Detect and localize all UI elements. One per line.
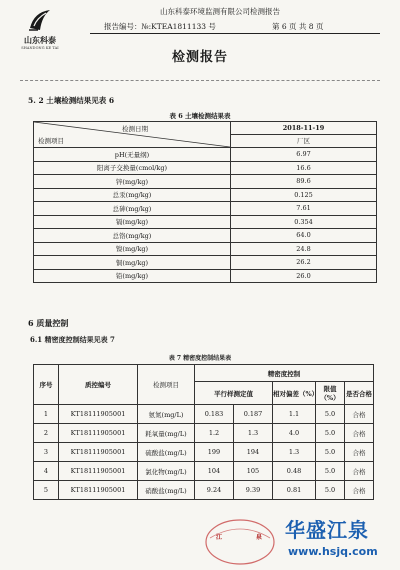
- value-cell: 26.0: [231, 269, 377, 283]
- item-header-label: 检测项目: [38, 137, 64, 145]
- item-cell: 锌(mg/kg): [34, 175, 231, 189]
- deviation-cell: 0.48: [273, 462, 316, 481]
- deviation-cell: 1.1: [273, 405, 316, 424]
- item-cell: 铜(mg/kg): [34, 256, 231, 270]
- table-row: [34, 175, 377, 189]
- value-cell: 26.2: [231, 256, 377, 270]
- value2-cell: 9.39: [234, 481, 273, 500]
- section-divider: [20, 80, 380, 81]
- soil-results-table: [33, 121, 377, 283]
- date-site-cell: [231, 122, 377, 148]
- seq-cell: 3: [34, 443, 59, 462]
- leaf-logo-icon: [28, 8, 52, 32]
- item-cell: 镉(mg/kg): [34, 215, 231, 229]
- value1-cell: 199: [195, 443, 234, 462]
- table-row: [34, 242, 377, 256]
- header-company: 山东科泰环境监测有限公司检测报告: [160, 7, 280, 16]
- deviation-cell: 1.3: [273, 443, 316, 462]
- limit-cell: 5.0: [316, 443, 345, 462]
- value-cell: 6.97: [231, 148, 377, 162]
- table-row: [34, 443, 374, 462]
- header-precision: 精密度控制: [195, 365, 374, 382]
- item-cell: 硝酸盐(mg/L): [138, 481, 195, 500]
- item-cell: 氨氮(mg/L): [138, 405, 195, 424]
- value1-cell: 9.24: [195, 481, 234, 500]
- pass-cell: 合格: [345, 481, 374, 500]
- deviation-cell: 4.0: [273, 424, 316, 443]
- table-row: [34, 481, 374, 500]
- value-cell: 7.61: [231, 202, 377, 216]
- header-limit: 限值（%）: [316, 382, 345, 405]
- table-row: [34, 424, 374, 443]
- stamp-text-right: 泉: [256, 534, 263, 541]
- value-cell: 0.125: [231, 188, 377, 202]
- header-rel-dev: 相对偏差（%）: [273, 382, 316, 405]
- header-qc-no: 质控编号: [59, 365, 138, 405]
- value-cell: 16.6: [231, 161, 377, 175]
- item-cell: 总砷(mg/kg): [34, 202, 231, 216]
- test-date: 2018-11-19: [231, 122, 376, 135]
- date-header-label: 检测日期: [122, 125, 148, 133]
- item-cell: 阳离子交换量(cmol/kg): [34, 161, 231, 175]
- item-cell: pH(无量纲): [34, 148, 231, 162]
- pass-cell: 合格: [345, 424, 374, 443]
- limit-cell: 5.0: [316, 462, 345, 481]
- section-heading-5-2: 5. 2 土壤检测结果见表 6: [28, 96, 115, 105]
- qc-cell: KT18111905001: [59, 405, 138, 424]
- seq-cell: 5: [34, 481, 59, 500]
- deviation-cell: 0.81: [273, 481, 316, 500]
- table-header-row: [34, 365, 374, 382]
- page-number: 第 6 页 共 8 页: [272, 22, 324, 31]
- header-item: 检测项目: [138, 365, 195, 405]
- seq-cell: 1: [34, 405, 59, 424]
- value1-cell: 104: [195, 462, 234, 481]
- item-cell: 总铬(mg/kg): [34, 229, 231, 243]
- pass-cell: 合格: [345, 405, 374, 424]
- table7-caption: 表 7 精密度控制结果表: [168, 355, 232, 362]
- watermark-url: www.hsjq.com: [288, 545, 378, 558]
- item-cell: 氯化物(mg/L): [138, 462, 195, 481]
- item-cell: 总汞(mg/kg): [34, 188, 231, 202]
- item-cell: 铅(mg/kg): [34, 269, 231, 283]
- logo-text: 山东科泰: [24, 35, 56, 45]
- qc-cell: KT18111905001: [59, 443, 138, 462]
- seq-cell: 2: [34, 424, 59, 443]
- table-row: [34, 269, 377, 283]
- table-row: [34, 188, 377, 202]
- table-row: [34, 462, 374, 481]
- value2-cell: 0.187: [234, 405, 273, 424]
- value2-cell: 105: [234, 462, 273, 481]
- table-row: [34, 215, 377, 229]
- seq-cell: 4: [34, 462, 59, 481]
- item-cell: 硫酸盐(mg/L): [138, 443, 195, 462]
- item-cell: 镍(mg/kg): [34, 242, 231, 256]
- qc-cell: KT18111905001: [59, 424, 138, 443]
- stamp-text-left: 江: [216, 534, 223, 541]
- pass-cell: 合格: [345, 443, 374, 462]
- value-cell: 64.0: [231, 229, 377, 243]
- limit-cell: 5.0: [316, 424, 345, 443]
- value1-cell: 1.2: [195, 424, 234, 443]
- table-row: [34, 202, 377, 216]
- qc-cell: KT18111905001: [59, 462, 138, 481]
- document-title: 检测报告: [171, 50, 228, 65]
- value2-cell: 1.3: [234, 424, 273, 443]
- limit-cell: 5.0: [316, 481, 345, 500]
- table-row: [34, 161, 377, 175]
- header-parallel: 平行样测定值: [195, 382, 273, 405]
- logo-english: SHANDONG KE TAI: [21, 46, 59, 50]
- table-row: [34, 405, 374, 424]
- table-row: [34, 256, 377, 270]
- value-cell: 24.8: [231, 242, 377, 256]
- diagonal-header-cell: [34, 122, 231, 148]
- report-number: 报告编号：№:KTEA1811133 号: [104, 22, 216, 31]
- section-heading-6: 6 质量控制: [28, 318, 69, 328]
- limit-cell: 5.0: [316, 405, 345, 424]
- value1-cell: 0.183: [195, 405, 234, 424]
- value2-cell: 194: [234, 443, 273, 462]
- header-rule: [90, 33, 380, 34]
- watermark-brand: 华盛江泉: [285, 518, 369, 542]
- item-cell: 耗氧量(mg/L): [138, 424, 195, 443]
- header-seq: 序号: [34, 365, 59, 405]
- table-row: [34, 148, 377, 162]
- value-cell: 0.354: [231, 215, 377, 229]
- table-header-row: [34, 122, 377, 148]
- precision-control-table: [33, 364, 374, 500]
- table-row: [34, 229, 377, 243]
- table6-caption: 表 6 土壤检测结果表: [169, 112, 231, 120]
- section-heading-6-1: 6.1 精密度控制结果见表 7: [30, 335, 115, 344]
- header-pass: 是否合格: [345, 382, 374, 405]
- qc-cell: KT18111905001: [59, 481, 138, 500]
- value-cell: 89.6: [231, 175, 377, 189]
- pass-cell: 合格: [345, 462, 374, 481]
- stamp-icon: [200, 508, 280, 568]
- site-label: 厂区: [297, 137, 310, 145]
- watermark: [200, 502, 400, 570]
